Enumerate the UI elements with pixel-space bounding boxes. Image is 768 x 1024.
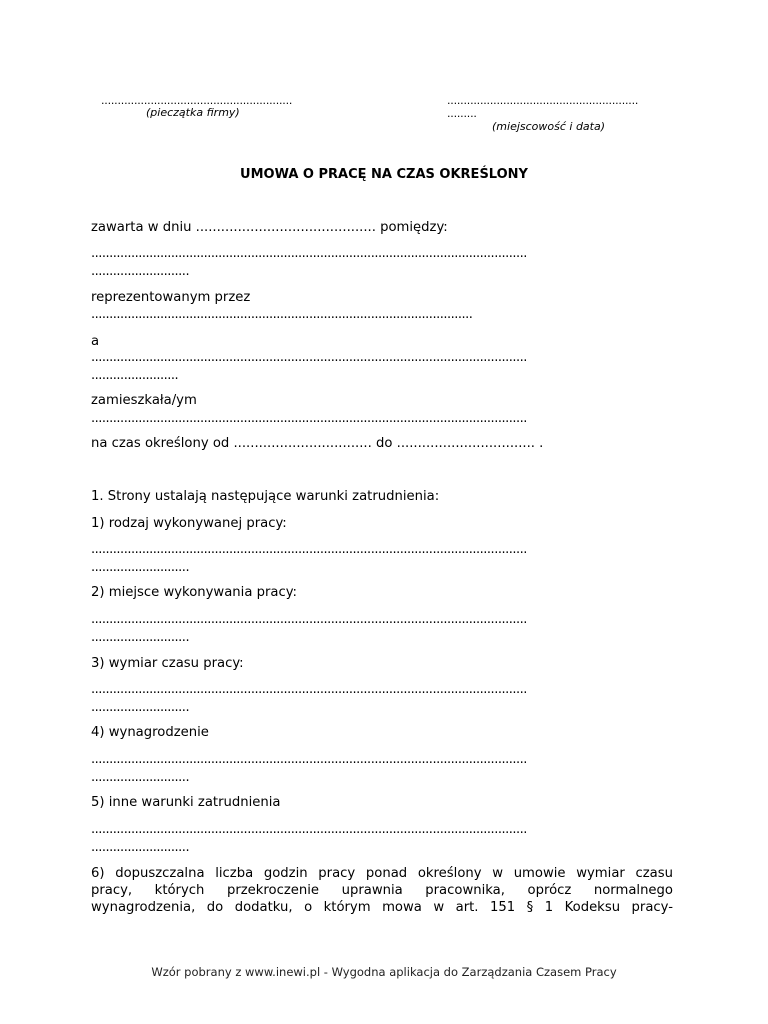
document-title: UMOWA O PRACĘ NA CZAS OKREŚLONY [240,167,528,182]
condition-label: 5) inne warunki zatrudnienia [91,795,281,810]
condition-fill-line-continued: ........................... [91,560,190,575]
place-date-dots-continued: ......... [447,107,477,120]
section-1-heading: 1. Strony ustalają następujące warunki zatrudnienia: [91,489,440,504]
condition-fill-line: ........................................................................................................................ [91,752,527,767]
overtime-paragraph-line: pracy, których przekroczenie uprawnia pracownika, oprócz normalnego [91,883,673,898]
employee-fill-line: ........................................................................................................................ [91,350,527,365]
stamp-label: (pieczątka firmy) [146,106,240,119]
place-date-dots: .......................................................... [447,94,639,107]
employer-fill-line-continued: ........................... [91,264,190,279]
residing-label: zamieszkała/ym [91,393,197,408]
employee-fill-line-continued: ........................ [91,368,179,383]
condition-label: 3) wymiar czasu pracy: [91,656,244,671]
condition-fill-line-continued: ........................... [91,770,190,785]
employer-fill-line: ........................................................................................................................ [91,246,527,261]
stamp-dots: .......................................................... [101,94,293,107]
overtime-paragraph-line: wynagrodzenia, do dodatku, o którym mowa w art. 151 § 1 Kodeksu pracy- [91,900,673,915]
and-label: a [91,334,100,349]
condition-label: 1) rodzaj wykonywanej pracy: [91,516,287,531]
condition-fill-line: ........................................................................................................................ [91,612,527,627]
place-date-label: (miejscowość i data) [492,120,606,133]
period-line: na czas określony od ................................. do ................................. . [91,436,544,451]
footer-note: Wzór pobrany z www.inewi.pl - Wygodna aplikacja do Zarządzania Czasem Pracy [151,965,617,979]
condition-fill-line: ........................................................................................................................ [91,682,527,697]
condition-fill-line: ........................................................................................................................ [91,542,527,557]
overtime-paragraph-line: 6) dopuszczalna liczba godzin pracy ponad określony w umowie wymiar czasu [91,866,673,881]
concluded-on-line: zawarta w dniu ........................................... pomiędzy: [91,220,448,235]
condition-fill-line-continued: ........................... [91,700,190,715]
represented-by-fill-line: ......................................................................................................... [91,307,473,322]
condition-label: 2) miejsce wykonywania pracy: [91,585,298,600]
condition-fill-line-continued: ........................... [91,840,190,855]
condition-fill-line: ........................................................................................................................ [91,822,527,837]
represented-by-label: reprezentowanym przez [91,290,251,305]
condition-label: 4) wynagrodzenie [91,725,209,740]
condition-fill-line-continued: ........................... [91,630,190,645]
residing-fill-line: ........................................................................................................................ [91,411,527,426]
